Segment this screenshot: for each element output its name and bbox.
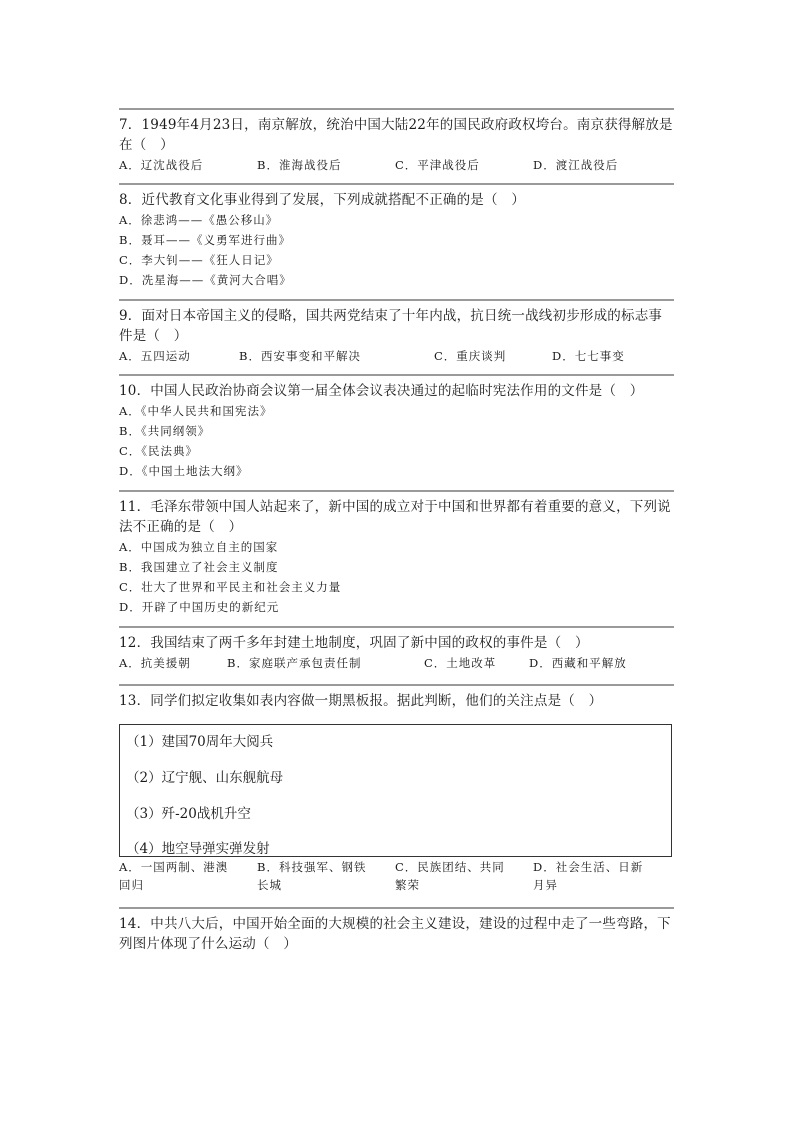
divider (119, 183, 674, 185)
question-8 (119, 183, 674, 290)
option-b[interactable] (257, 858, 395, 894)
option-d[interactable]: D．《中国土地法大纲》 (119, 464, 249, 478)
option-d[interactable]: D．冼星海——《黄河大合唱》 (119, 273, 292, 287)
option-c[interactable]: C．李大钊——《狂人日记》 (119, 253, 279, 267)
table-row: （2）辽宁舰、山东舰航母 (126, 770, 284, 786)
option-b[interactable]: B．淮海战役后 (257, 158, 342, 172)
question-10 (119, 374, 674, 481)
option-b[interactable]: B．聂耳——《义勇军进行曲》 (119, 233, 291, 247)
option-d[interactable]: D．渡江战役后 (533, 158, 619, 172)
options-row (119, 155, 674, 175)
question-stem: 7．1949年4月23日，南京解放，统治中国大陆22年的国民政府政权垮台。南京获得解放是在（ ） (119, 117, 673, 153)
option-b-line-2: 长城 (257, 878, 282, 892)
question-stem: 13．同学们拟定收集如表内容做一期黑板报。据此判断，他们的关注点是（ ） (119, 693, 603, 709)
question-stem: 12．我国结束了两千多年封建土地制度，巩固了新中国的政权的事件是（ ） (119, 635, 589, 651)
option-a[interactable] (119, 858, 257, 894)
option-c[interactable]: C．土地改革 (424, 656, 497, 670)
option-a[interactable]: A．徐悲鸿——《愚公移山》 (119, 213, 279, 227)
option-b[interactable]: B．家庭联产承包责任制 (227, 656, 362, 670)
divider (119, 907, 674, 909)
divider (119, 299, 674, 301)
option-b[interactable]: B．我国建立了社会主义制度 (119, 560, 279, 574)
option-a[interactable]: A．辽沈战役后 (119, 158, 204, 172)
divider (119, 626, 674, 628)
question-14 (119, 907, 674, 954)
question-11 (119, 490, 674, 617)
options-row (119, 346, 674, 366)
question-12 (119, 626, 674, 673)
options-grid (119, 858, 674, 894)
table-row: （4）地空导弹实弹发射 (126, 841, 270, 857)
divider (119, 490, 674, 492)
question-7 (119, 108, 674, 175)
option-d[interactable]: D．西藏和平解放 (529, 656, 627, 670)
question-stem: 14．中共八大后，中国开始全面的大规模的社会主义建设，建设的过程中走了一些弯路，下列图片体现了什么运动（ ） (119, 916, 671, 952)
option-c[interactable] (395, 858, 533, 894)
option-b[interactable]: B．《共同纲领》 (119, 424, 211, 438)
option-a[interactable]: A．抗美援朝 (119, 656, 191, 670)
question-stem: 9．面对日本帝国主义的侵略，国共两党结束了十年内战，抗日统一战线初步形成的标志事件是（ ） (119, 308, 663, 344)
question-stem: 11．毛泽东带领中国人站起来了，新中国的成立对于中国和世界都有着重要的意义，下列说法不正确的是（ ） (119, 499, 671, 535)
option-c[interactable]: C．平津战役后 (395, 158, 480, 172)
question-stem: 10．中国人民政治协商会议第一届全体会议表决通过的起临时宪法作用的文件是（ ） (119, 383, 644, 399)
divider (119, 374, 674, 376)
option-a[interactable]: A．《中华人民共和国宪法》 (119, 404, 273, 418)
option-b-line-1: B．科技强军、钢铁 (257, 860, 367, 874)
option-c-line-2: 繁荣 (395, 878, 420, 892)
options-row (119, 653, 674, 673)
option-c[interactable]: C．重庆谈判 (434, 349, 507, 363)
option-b[interactable]: B．西安事变和平解决 (239, 349, 361, 363)
option-a[interactable]: A．五四运动 (119, 349, 191, 363)
table-row: （1）建国70周年大阅兵 (126, 734, 274, 750)
option-c[interactable]: C．壮大了世界和平民主和社会主义力量 (119, 580, 342, 594)
option-d-line-2: 月异 (533, 878, 558, 892)
option-d-line-1: D．社会生活、日新 (533, 860, 644, 874)
option-c[interactable]: C．《民法典》 (119, 444, 199, 458)
option-d[interactable]: D．七七事变 (552, 349, 625, 363)
question-9 (119, 299, 674, 366)
option-a[interactable]: A．中国成为独立自主的国家 (119, 540, 279, 554)
divider (119, 684, 674, 686)
option-c-line-1: C．民族团结、共同 (395, 860, 505, 874)
option-a-line-2: 回归 (119, 878, 144, 892)
table-row: （3）歼-20战机升空 (126, 806, 251, 822)
option-d[interactable] (533, 858, 674, 894)
question-stem: 8．近代教育文化事业得到了发展，下列成就搭配不正确的是（ ） (119, 192, 526, 208)
divider (119, 108, 674, 110)
content-table (119, 724, 672, 857)
option-a-line-1: A．一国两制、港澳 (119, 860, 229, 874)
question-13 (119, 684, 674, 711)
option-d[interactable]: D．开辟了中国历史的新纪元 (119, 600, 280, 614)
